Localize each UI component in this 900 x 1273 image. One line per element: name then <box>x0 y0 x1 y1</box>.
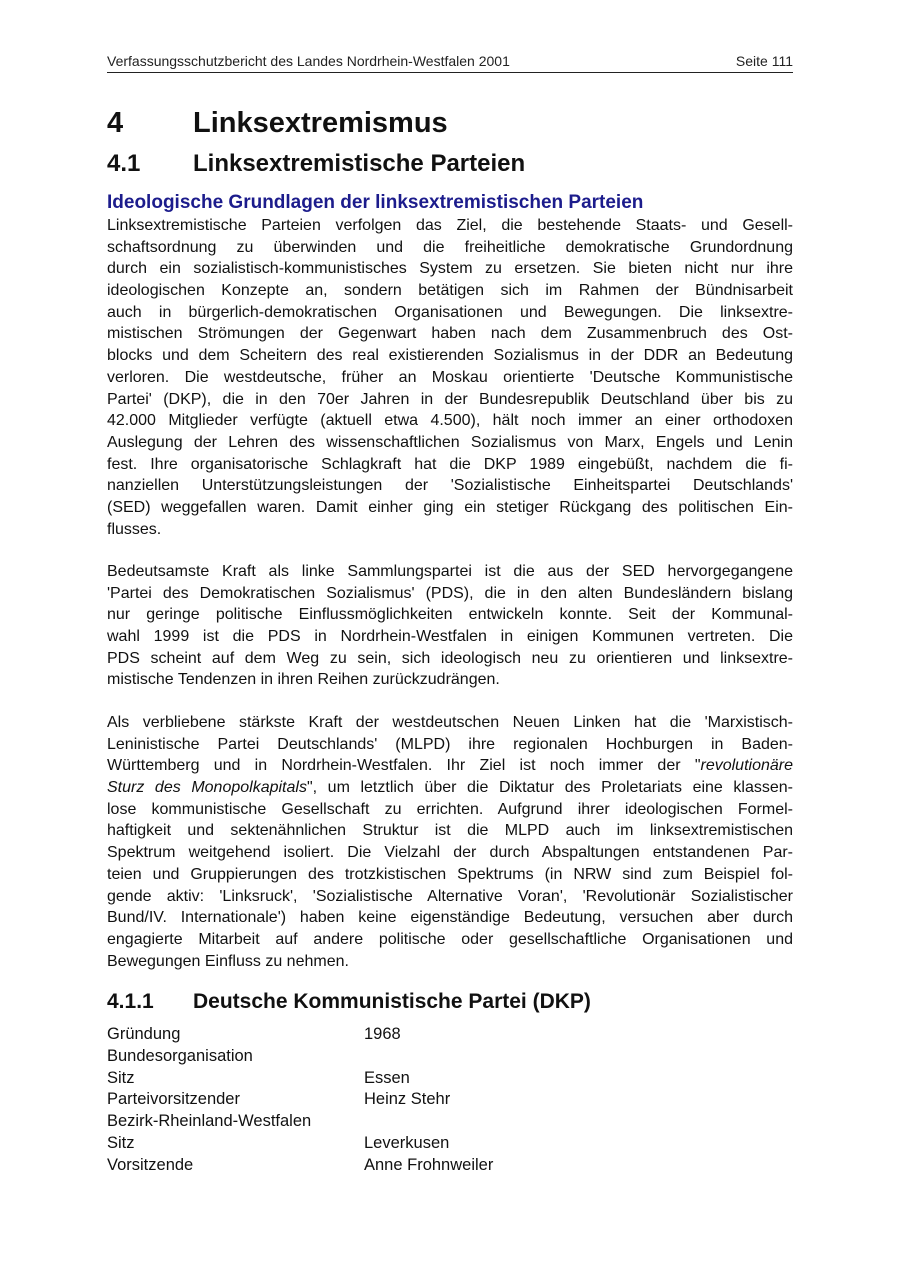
section-title: Linksextremistische Parteien <box>193 150 526 177</box>
text-segment: Spektrum weitgehend isoliert. Die Vielzahl der durch Abspaltungen entstandenen Par- <box>107 844 793 862</box>
fact-row <box>107 1046 493 1068</box>
text-segment: Württemberg und in Nordrhein-Westfalen. Ihr Ziel ist noch immer der " <box>107 757 701 775</box>
fact-label: Sitz <box>107 1133 135 1152</box>
text-segment: schaftsordnung zu überwinden und die freiheitliche demokratische Grundordnung <box>107 238 793 256</box>
text-segment: mistischen Strömungen der Gegenwart haben nach dem Zusammenbruch des Ost- <box>107 325 793 343</box>
text-line <box>107 820 793 842</box>
text-line <box>107 777 793 799</box>
text-segment: nanziellen Unterstützungsleistungen der 'Sozialistische Einheitspartei Deutschlands' <box>107 477 793 495</box>
fact-value: Heinz Stehr <box>364 1090 451 1109</box>
text-line <box>107 626 793 648</box>
text-line <box>107 799 793 821</box>
text-segment: Als verbliebene stärkste Kraft der westdeutschen Neuen Linken hat die 'Marxistisch- <box>107 714 793 731</box>
text-line <box>107 367 793 389</box>
facts-table <box>107 1024 493 1177</box>
text-line <box>107 929 793 951</box>
text-segment: haftigkeit und sektenähnlichen Struktur ist die MLPD auch im linksextremistischen <box>107 822 793 840</box>
text-line <box>107 302 793 324</box>
text-line <box>107 454 793 476</box>
text-line <box>107 323 793 345</box>
text-segment: PDS scheint auf dem Weg zu sein, sich ideologisch neu zu orientieren und linksextre- <box>107 649 793 667</box>
fact-value: Anne Frohnweiler <box>364 1155 494 1174</box>
text-segment: (SED) weggefallen waren. Damit einher ging ein stetiger Rückgang des politischen Ein- <box>107 498 793 516</box>
fact-value: Essen <box>364 1068 410 1087</box>
subheading: Ideologische Grundlagen der linksextremistischen Parteien <box>107 192 644 213</box>
fact-value: Leverkusen <box>364 1133 450 1152</box>
chapter-title: Linksextremismus <box>193 107 448 139</box>
text-segment: lose kommunistische Gesellschaft zu errichten. Aufgrund ihrer ideologischen Formel- <box>107 800 793 818</box>
text-line <box>107 280 793 302</box>
text-line <box>107 951 793 973</box>
chapter-heading <box>107 107 448 140</box>
text-line <box>107 648 793 670</box>
fact-row <box>107 1133 493 1155</box>
fact-row <box>107 1111 493 1133</box>
text-line <box>107 561 793 583</box>
subsection-title: Deutsche Kommunistische Partei (DKP) <box>193 990 591 1013</box>
text-segment: Auslegung der Lehren des wissenschaftlichen Sozialismus von Marx, Engels und Lenin <box>107 433 793 451</box>
text-segment: 'Partei des Demokratischen Sozialismus' (PDS), die in den alten Bundesländern bislang <box>107 584 793 602</box>
text-line <box>107 432 793 454</box>
text-segment: auch in bürgerlich-demokratischen Organisationen und Bewegungen. Die linksextre- <box>107 303 793 321</box>
section-number: 4.1 <box>107 150 141 177</box>
text-line <box>107 475 793 497</box>
text-segment: Leninistische Partei Deutschlands' (MLPD) ihre regionalen Hochburgen in Baden- <box>107 735 793 753</box>
text-segment: blocks und dem Scheitern des real existierenden Sozialismus in der DDR an Bedeutung <box>107 347 793 365</box>
paragraph <box>107 561 793 691</box>
fact-label: Gründung <box>107 1025 181 1043</box>
text-line <box>107 864 793 886</box>
text-segment: Bedeutsamste Kraft als linke Sammlungspartei ist die aus der SED hervorgegangene <box>107 563 793 580</box>
subsection-number: 4.1.1 <box>107 990 154 1013</box>
page-header <box>107 52 793 73</box>
text-segment: nur geringe politische Einflussmöglichkeiten entwickeln konnte. Seit der Kommunal- <box>107 606 793 624</box>
text-line <box>107 497 793 519</box>
text-segment: durch ein sozialistisch-kommunistisches System zu ersetzen. Sie bieten nicht nur ihre <box>107 260 793 278</box>
text-line <box>107 519 793 541</box>
fact-value: 1968 <box>364 1025 401 1043</box>
text-segment: fest. Ihre organisatorische Schlagkraft hat die DKP 1989 eingebüßt, nachdem die fi- <box>107 455 793 473</box>
fact-label: Sitz <box>107 1068 135 1087</box>
text-segment: ", um letztlich über die Diktatur des Proletariats eine klassen- <box>306 779 793 797</box>
text-line <box>107 583 793 605</box>
text-line <box>107 712 793 734</box>
text-line <box>107 258 793 280</box>
text-segment: Linksextremistische Parteien verfolgen das Ziel, die bestehende Staats- und Gesell- <box>107 217 793 234</box>
subsection-heading <box>107 990 591 1014</box>
fact-label: Bezirk-Rheinland-Westfalen <box>107 1112 312 1131</box>
fact-row <box>107 1024 493 1046</box>
text-segment: gende aktiv: 'Linksruck', 'Sozialistische Alternative Voran', 'Revolutionär Sozialistischer <box>107 887 793 905</box>
text-segment: mistische Tendenzen in ihren Reihen zurückzudrängen. <box>107 671 500 689</box>
text-segment: wahl 1999 ist die PDS in Nordrhein-Westfalen in einigen Kommunen vertreten. Die <box>107 628 793 646</box>
text-line <box>107 237 793 259</box>
fact-row <box>107 1089 493 1111</box>
text-line <box>107 907 793 929</box>
paragraph <box>107 215 793 540</box>
text-segment: Bewegungen Einfluss zu nehmen. <box>107 952 349 970</box>
text-line <box>107 842 793 864</box>
text-line <box>107 410 793 432</box>
text-segment: Partei' (DKP), die in den 70er Jahren in der Bundesrepublik Deutschland über bis zu <box>107 390 793 408</box>
fact-label: Vorsitzende <box>107 1155 194 1174</box>
text-segment: flusses. <box>107 520 162 538</box>
text-segment: Bund/IV. Internationale') haben keine eigenständige Bedeutung, versuchen aber durch <box>107 909 793 927</box>
chapter-number: 4 <box>107 107 124 139</box>
paragraph <box>107 712 793 972</box>
text-segment: teien und Gruppierungen des trotzkistischen Spektrums (in NRW sind zum Beispiel fol- <box>107 865 793 883</box>
fact-row <box>107 1068 493 1090</box>
text-line <box>107 215 793 237</box>
italic-text: revolutionäre <box>700 757 793 775</box>
fact-label: Parteivorsitzender <box>107 1090 240 1109</box>
fact-row <box>107 1155 493 1177</box>
text-segment: ideologischen Konzepte an, sondern betätigen sich im Rahmen der Bündnisarbeit <box>107 282 793 300</box>
text-line <box>107 734 793 756</box>
italic-text: Sturz des Monopolkapitals <box>107 779 307 797</box>
text-line <box>107 389 793 411</box>
text-segment: engagierte Mitarbeit auf andere politische oder gesellschaftliche Organisationen und <box>107 930 793 948</box>
text-segment: verloren. Die westdeutsche, früher an Moskau orientierte 'Deutsche Kommunistische <box>107 368 793 386</box>
text-line <box>107 604 793 626</box>
section-heading <box>107 150 525 178</box>
text-line <box>107 886 793 908</box>
text-line <box>107 755 793 777</box>
text-line <box>107 345 793 367</box>
header-title: Verfassungsschutzbericht des Landes Nordrhein-Westfalen 2001 <box>107 53 510 69</box>
page-number: Seite 111 <box>735 53 793 69</box>
fact-label: Bundesorganisation <box>107 1046 253 1065</box>
text-segment: 42.000 Mitglieder verfügte (aktuell etwa 4.500), hält noch immer an einer orthodoxen <box>107 412 793 430</box>
text-line <box>107 669 793 691</box>
